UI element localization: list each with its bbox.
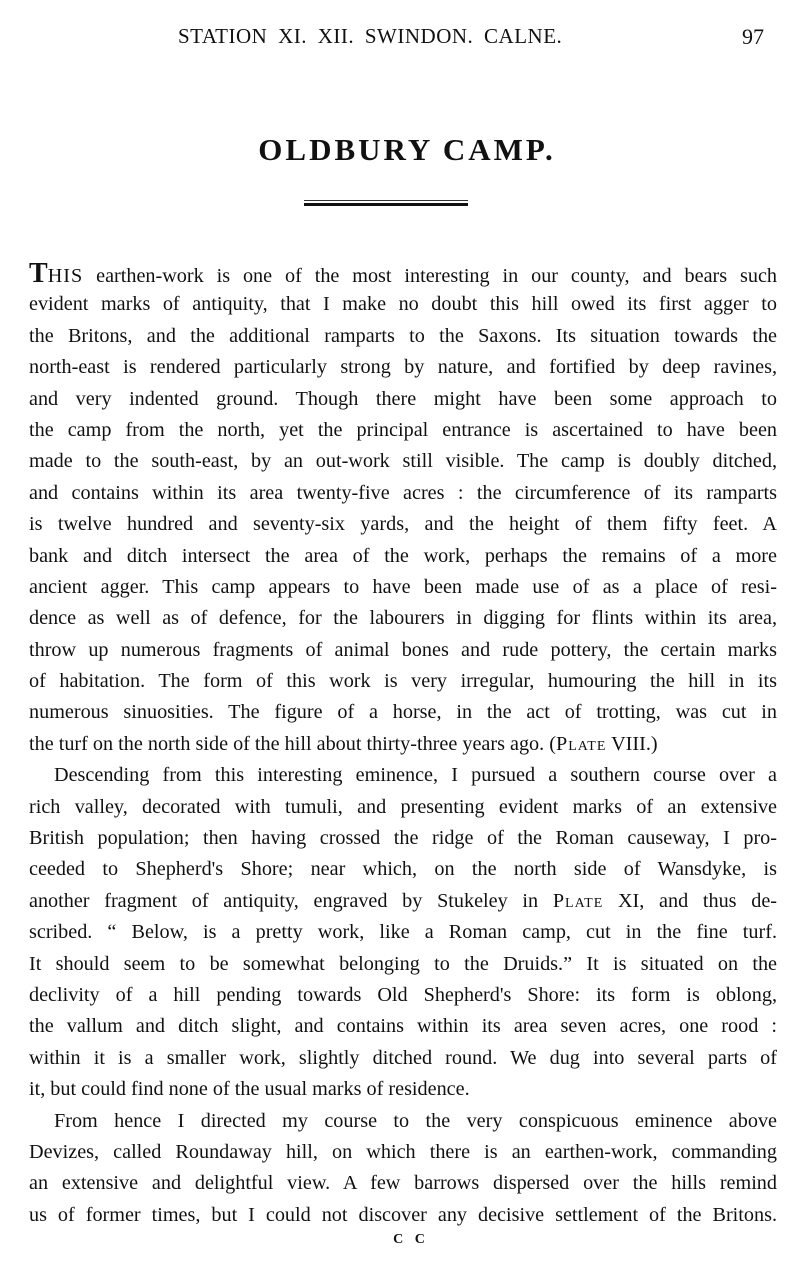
text-line: scribed. “ Below, is a pretty work, like a Roman camp, cut in the fine turf. bbox=[29, 921, 777, 944]
plate-reference-label: Plate bbox=[555, 732, 607, 755]
text-line: of habitation. The form of this work is very irregular, humouring the hill in its bbox=[29, 670, 777, 693]
text-line: and very indented ground. Though there might have been some approach to bbox=[29, 387, 777, 410]
text-line: the vallum and ditch slight, and contains within its area seven acres, one rood : bbox=[29, 1015, 777, 1038]
running-head bbox=[0, 24, 800, 54]
text-line: made to the south-east, by an out-work still visible. The camp is doubly ditched, bbox=[29, 450, 777, 473]
text-line: numerous sinuosities. The figure of a horse, in the act of trotting, was cut in bbox=[29, 701, 777, 724]
text-line: ancient agger. This camp appears to have been made use of as a place of resi- bbox=[29, 575, 777, 598]
text-line: north-east is rendered particularly strong by nature, and fortified by deep ravines, bbox=[29, 356, 777, 379]
plate-reference-number: XI, and thus de- bbox=[603, 889, 777, 912]
page-number: 97 bbox=[742, 24, 764, 49]
text-line: us of former times, but I could not discover any decisive settlement of the Britons. bbox=[29, 1203, 777, 1226]
text-line: From hence I directed my course to the very conspicuous eminence above bbox=[54, 1109, 777, 1132]
plate-reference-label: Plate bbox=[552, 889, 604, 912]
text-line: bank and ditch intersect the area of the work, perhaps the remains of a more bbox=[29, 544, 777, 567]
plate-reference-number: VIII.) bbox=[606, 732, 658, 755]
text-line: and contains within its area twenty-five acres : the circumference of its ramparts bbox=[29, 481, 777, 504]
text-line: an extensive and delightful view. A few barrows dispersed over the hills remind bbox=[29, 1172, 777, 1195]
text-line: it, but could find none of the usual marks of residence. bbox=[29, 1078, 470, 1101]
text-line: It should seem to be somewhat belonging to the Druids.” It is situated on the bbox=[29, 952, 777, 975]
text-line: another fragment of antiquity, engraved by Stukeley in Plate XI, and thus de- bbox=[29, 889, 777, 912]
text-line: the Britons, and the additional ramparts to the Saxons. Its situation towards the bbox=[29, 324, 777, 347]
text-line: ceeded to Shepherd's Shore; near which, on the north side of Wansdyke, is bbox=[29, 858, 777, 881]
text-line: British population; then having crossed the ridge of the Roman causeway, I pro- bbox=[29, 827, 777, 850]
title-rule-thin-line bbox=[304, 200, 468, 201]
title-rule-thick-line bbox=[304, 203, 468, 206]
chapter-title: OLDBURY CAMP. bbox=[258, 132, 556, 167]
text-line: rich valley, decorated with tumuli, and presenting evident marks of an extensive bbox=[29, 795, 777, 818]
small-caps-opening: HIS bbox=[47, 265, 84, 287]
text-line: evident marks of antiquity, that I make no doubt this hill owed its first agger to bbox=[29, 293, 777, 316]
text-line: Descending from this interesting eminence, I pursued a southern course over a bbox=[54, 764, 777, 787]
text-line: the camp from the north, yet the principal entrance is ascertained to have been bbox=[29, 418, 777, 441]
signature-mark: C C bbox=[393, 1232, 429, 1247]
text-line: declivity of a hill pending towards Old Shepherd's Shore: its form is oblong, bbox=[29, 983, 777, 1006]
text-line: within it is a smaller work, slightly ditched round. We dug into several parts of bbox=[29, 1046, 777, 1069]
title-rule-divider bbox=[304, 200, 468, 206]
text-line: Devizes, called Roundaway hill, on which there is an earthen-work, commanding bbox=[29, 1140, 777, 1163]
drop-cap: T bbox=[29, 258, 48, 289]
running-title: STATION XI. XII. SWINDON. CALNE. bbox=[178, 24, 563, 48]
body-text bbox=[29, 258, 777, 1231]
text-line: throw up numerous fragments of animal bones and rude pottery, the certain marks bbox=[29, 638, 777, 661]
text-line: THIS earthen-work is one of the most interesting in our county, and bears such bbox=[29, 258, 777, 289]
text-line: dence as well as of defence, for the labourers in digging for flints within its area, bbox=[29, 607, 777, 630]
text-line: is twelve hundred and seventy-six yards, and the height of them fifty feet. A bbox=[29, 513, 777, 536]
text-line: the turf on the north side of the hill about thirty-three years ago. (Plate VIII.) bbox=[29, 732, 658, 755]
